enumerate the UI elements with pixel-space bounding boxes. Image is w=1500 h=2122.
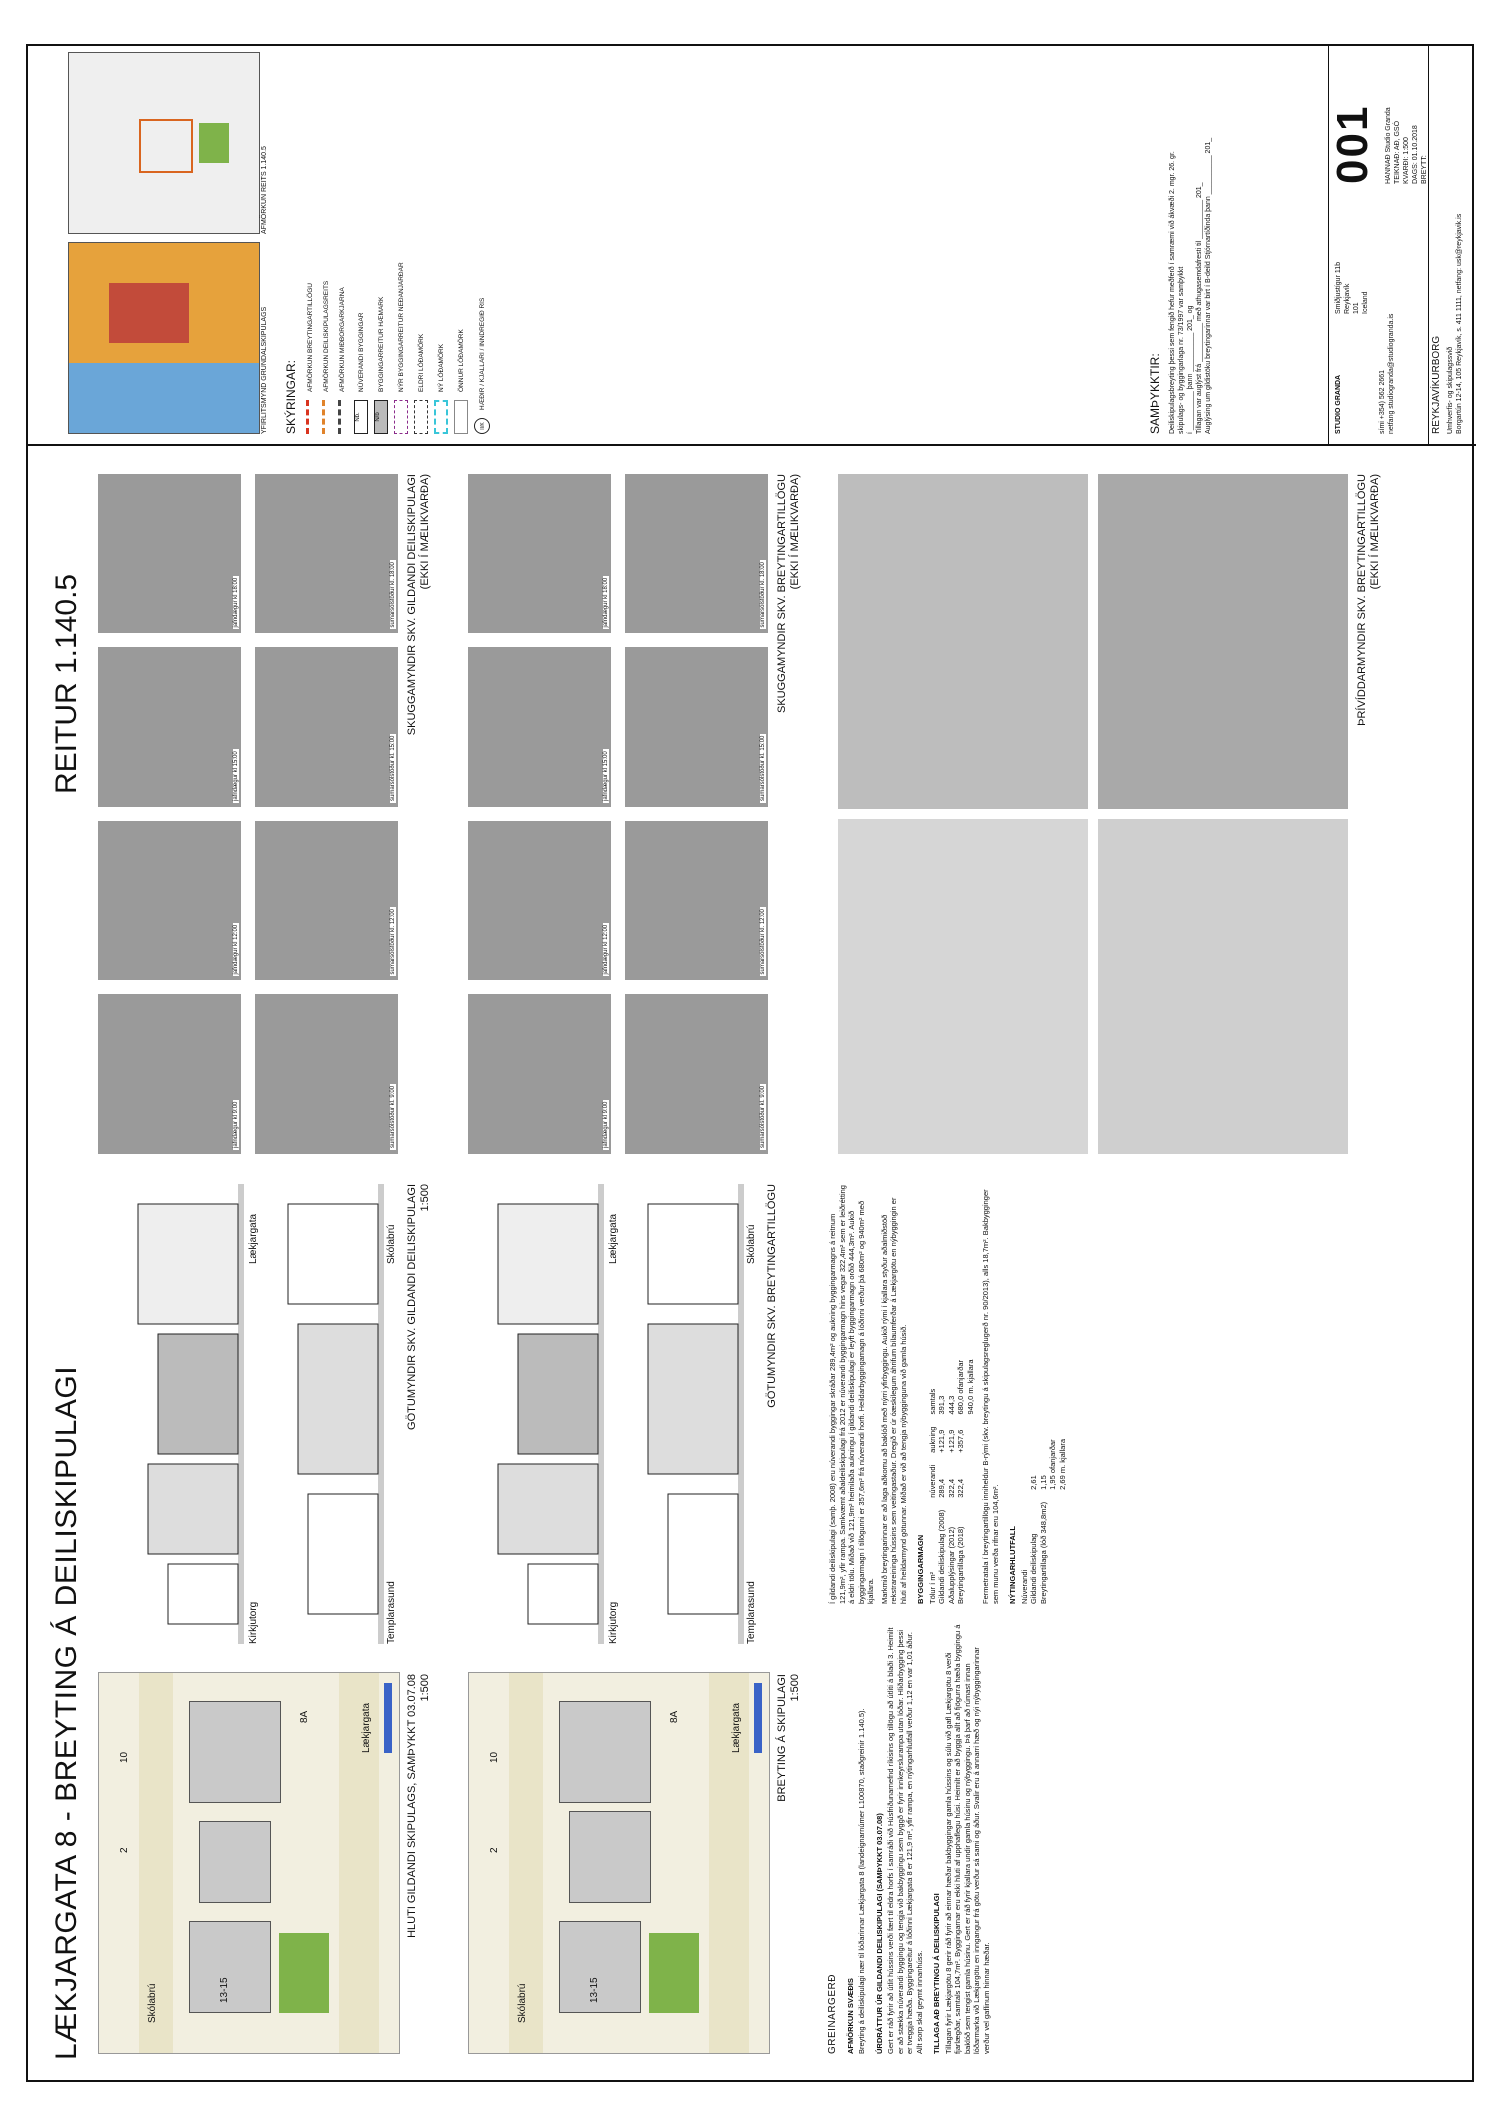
drawing-sheet [26, 44, 1474, 2082]
title-block [28, 46, 1476, 444]
shadow-image: sumarsólstöður kl. 9:00 [625, 995, 768, 1155]
studio-address: Smiðjustígur 11b Reykjavík 101 Iceland [1335, 261, 1369, 314]
byggingarmagn-table: Tölur í m² núverandi aukning samtals Gildandi deiliskipulag (2008) 289,4 +121,9 391,3 Aðalupplýsingar (2012) 322,4 +121,9 444,3 Breytingartillaga (2018) 322,4 +357,6 680,0 ofanjarðar 940,0 m. kjallara [927, 1359, 975, 1604]
notes-text-2: Í gildandi deiliskipulagi (samþ. 2008) eru núverandi byggingar skráðar 289,4m² og aukning byggingarmagns á reitnum 121,9m², yfir rampa. Samkvæmt aðaldeiliskipulagi frá 2012 er núverandi byggingarmagn hins vegar 322,4m² sem er leiðrétting á eldri tölu. Miðað við 121,9m² heimilaða aukningu í gildandi deiliskipulagi er leyft byggingarmagn orðið 444,3m². Aukið byggingarmagn í tillögunni er 357,6m² frá núverandi horfi. Heildarbyggingamagn á lóðinni verður þá 680m² og 940m² með kjallara. Markmið breytingarinnar er að laga aðkomu að baklóð með nýrri yfirbyggingu. Aukið rými í kjallara styður aðalmiðstöð rekstrareininga hússins sem veitingastaður. Dregið er úr óæskilegum áhrifum bílaumferðar á Lækjargötu en nýbyggingin er hluti af heildarmynd götunnar. Miðað er við að tengja nýbygginguna við gamla húsið. BYGGINGARMAGN Tölur í m² núverandi aukning samtals Gildandi deiliskipulag (2008) 289,4 +121,9 391,3 Aðalupplýsingar (2012) 322,4 +121,9 444,3 Breytingartillaga (2018) 322,4 +357,6 680,0 ofanjarðar 940,0 m. kjallara Fermetratala í breytingartillögu inniheldur B-rými (skv. breytingu á skipulagsreglugerð nr. 90/2013), alls 18,7m². Bakbygginger sem munu verða rifnar eru 104,6m². NÝTINGARHLUTFALL Núverandi Gildandi deiliskipulag 2,61 Breytingartillaga (lóð 348,8m2) 1,15 1,95 ofanjarðar 2,69 m. kjallara [828, 1185, 1067, 1604]
plan-lot-number: 2 [119, 1847, 130, 1853]
approvals-title: SAMÞYKKTIR: [1148, 353, 1162, 434]
page-title: LÆKJARGATA 8 - BREYTING Á DEILISKIPULAGI [50, 1365, 83, 2060]
plan-street-label: Lækjargata [731, 1702, 742, 1753]
plan-street-label: Skólabrú [147, 1983, 158, 2023]
street-elevation-existing [108, 1184, 398, 1644]
shadow-grid-caption: SKUGGAMYNDIR SKV. BREYTINGARTILLÖGU (EKKI Í MÆLIKVARÐA) [776, 474, 801, 714]
street-label: Kirkjutorg [248, 1601, 259, 1644]
shadow-image: sumarsólstöður kl. 15:00 [255, 648, 398, 808]
approvals-text: Deiliskipulagsbreyting þessi sem fengið hefur meðferð í samræmi við ákvæði 2. mgr. 26. gr. skipulags- og byggingarlaga nr. 73/1997 var samþykkt í __________ þann __________ 201_ og Tillagan var auglýst frá __________ með athugasemdafresti til __________ 201_ Auglýsing um gildistöku breytingarinnar var birt í B-deild Stjórnartíðinda þann __________ 201_ [1169, 137, 1212, 434]
perspective-image [838, 819, 1088, 1154]
shadow-image: jafndægur kl 18:00 [468, 474, 611, 634]
perspective-caption: ÞRÍVÍDDARMYNDIR SKV. BREYTINGARTILLÖGU (EKKI Í MÆLIKVARÐA) [1356, 474, 1381, 726]
shadow-image: jafndægur kl 15:00 [98, 648, 241, 808]
plan-lot-number: 10 [119, 1751, 130, 1763]
aerial-caption: YFIRLITSMYND GRUNDALSKIPULAGS [261, 306, 268, 434]
street-label: Skólabrú [386, 1224, 397, 1264]
shadow-image: sumarsólstöður kl. 9:00 [255, 995, 398, 1155]
reitur-title: REITUR 1.140.5 [50, 573, 83, 794]
plan-caption: HLUTI GILDANDI SKIPULAGS, SAMÞYKKT 03.07.08 1:500 [406, 1674, 431, 1938]
client-details: Umhverfis- og skipulagssvið Borgartún 12-14, 105 Reykjavík, s. 411 1111, netfang: usk@reykjavik.is [1447, 213, 1463, 434]
shadow-image: jafndægur kl 9:00 [98, 995, 241, 1155]
shadow-image: jafndægur kl 12:00 [98, 821, 241, 981]
studio-phone: sími +354) 562 2661 netfang studiogranda@studiogranda.is [1379, 313, 1395, 434]
shadow-image: sumarsólstöður kl. 15:00 [625, 648, 768, 808]
main-drawing-area [28, 444, 1476, 2084]
legend-item: II/K HÆÐIR / KJALLARI / INNDREGIÐ RIS [474, 298, 490, 434]
street-label: Templarasund [746, 1581, 757, 1644]
plan-lot-number: 2 [489, 1847, 500, 1853]
street-label: Lækjargata [248, 1213, 259, 1264]
site-plan-proposed [468, 1672, 770, 2054]
sheet-fields: HANNAÐ Studio Granda TEIKNAÐ: AÐ, GSÓ KVARÐI: 1:500 DAGS: 01.10.2018 BREYTT: [1385, 107, 1428, 184]
context-map-caption: AFMÖRKUN REITS 1.140.5 [261, 146, 268, 234]
street-label: Templarasund [386, 1581, 397, 1644]
plan-lot-number: 13-15 [589, 1977, 600, 2003]
plan-lot-number: 8A [669, 1710, 680, 1723]
street-label: Skólabrú [746, 1224, 757, 1264]
aerial-map [68, 242, 260, 434]
shadow-image: jafndægur kl 12:00 [468, 821, 611, 981]
shadow-image: sumarsólstöður kl. 12:00 [255, 821, 398, 981]
sheet-number: 001 [1328, 104, 1377, 184]
shadow-grid-caption: SKUGGAMYNDIR SKV. GILDANDI DEILISKIPULAGI (EKKI Í MÆLIKVARÐA) [406, 474, 431, 736]
studio-name: STUDIO GRANDA [1335, 374, 1342, 434]
site-plan-existing [98, 1672, 400, 2054]
street-label: Kirkjutorg [608, 1601, 619, 1644]
plan-street-label: Lækjargata [361, 1702, 372, 1753]
nyting-table: Núverandi Gildandi deiliskipulag 2,61 Breytingartillaga (lóð 348,8m2) 1,15 1,95 ofanjarðar 2,69 m. kjallara [1019, 1439, 1067, 1604]
legend-item: AFMÖRKUN MIÐBORGARKJARNA [338, 287, 346, 434]
client-name: REYKJAVÍKURBORG [1431, 335, 1442, 434]
perspective-image [1098, 819, 1348, 1154]
legend-item: Nb. NÚVERANDI BYGGINGAR [354, 313, 368, 434]
plan-caption: BREYTING Á SKIPULAGI 1:500 [776, 1674, 801, 1802]
notes-text: GREINARGERÐ AFMÖRKUN SVÆÐIS Breyting á deiliskipulagi nær til lóðarinnar Lækjargata 8 (landeignarnúmer L100870, staðgreinir 1.140.5). ÚRDRÁTTUR ÚR GILDANDI DEILISKIPULAGI (SAMÞYKKT 03.07.08) Gert er ráð fyrir að útlit hússins verði fært til eldra horfs í samráði við Húsfriðunarnefnd ríkisins og tillögu að útliti á blaði 3. Heimilt er að stækka núverandi byggingu og tengja við bakbyggingu sem byggð er fyrir innkeyrslurampa utan lóðar. Hliðarbygging þessi er tveggja hæða. Byggingareitur á lóðinni Lækjargata 8 er 121,9 m², yfir rampa, en nýtingarhlutfall verður 1,12 en var 1,01 áður. Allt sorp skal geymt innanhúss. TILLAGA AÐ BREYTINGU Á DEILISKIPULAGI Tillagan fyrir Lækjargötu 8 gerir ráð fyrir að einnar hæðar bakbyggingar gamla hússins og súlu við gafl Lækjargötu 8 verði fjarlægðar, samtals 104,7m². Byggingarnar eru ekki hluti af upphaflegu húsi. Heimilt er að byggja allt að fjögurra hæða byggingu á baklóð sem tengist gamla húsinu. Gert er ráð fyrir kjallara undir gamla húsinu og nýbyggingu. Þá þarf að rúmast innan lóðarmarka við Lækjargötu en inngangur frá götu verður sá sami og áður. Svalir eru á annarri hæð og nýi nýbyggingarinnar verður vel gaflinum hinnar hæðar. [827, 1624, 991, 2054]
shadow-image: jafndægur kl 9:00 [468, 995, 611, 1155]
shadow-image: sumarsólstöður kl. 12:00 [625, 821, 768, 981]
legend-item: AFMÖRKUN BREYTINGARTILLÖGU [306, 283, 314, 434]
shadow-image: sumarsólstöður kl. 18:00 [255, 474, 398, 634]
legend-item: ÖNNUR LÓÐAMÖRK [454, 329, 468, 434]
perspective-image [838, 474, 1088, 809]
plan-lot-number: 8A [299, 1710, 310, 1723]
legend-item: N/b BYGGINGARREITUR HÆMARK [374, 297, 388, 434]
perspective-image [1098, 474, 1348, 809]
elevation-caption: GÖTUMYNDIR SKV. BREYTINGARTILLÖGU [766, 1184, 778, 1408]
street-label: Lækjargata [608, 1213, 619, 1264]
shadow-grid-proposed [468, 474, 768, 1154]
legend-title: SKÝRINGAR: [284, 359, 298, 434]
plan-lot-number: 13-15 [219, 1977, 230, 2003]
shadow-image: jafndægur kl 15:00 [468, 648, 611, 808]
shadow-image: sumarsólstöður kl. 18:00 [625, 474, 768, 634]
perspective-grid [838, 474, 1348, 1154]
legend-item: AFMÖRKUN DEILISKIPULAGSREITS [322, 281, 330, 434]
legend-item: NÝ LÓÐAMÖRK [434, 344, 448, 434]
context-map [68, 52, 260, 234]
shadow-image: jafndægur kl 18:00 [98, 474, 241, 634]
plan-lot-number: 10 [489, 1751, 500, 1763]
legend-item: ELDRI LÓÐAMÖRK [414, 334, 428, 434]
plan-street-label: Skólabrú [517, 1983, 528, 2023]
street-elevation-proposed [468, 1184, 758, 1644]
rotated-sheet [28, 46, 1476, 2084]
elevation-caption: GÖTUMYNDIR SKV. GILDANDI DEILISKIPULAGI 1:500 [406, 1184, 431, 1430]
shadow-grid-existing [98, 474, 398, 1154]
legend-item: NÝR BYGGINGARREITUR NEÐANJARÐAR [394, 262, 408, 434]
